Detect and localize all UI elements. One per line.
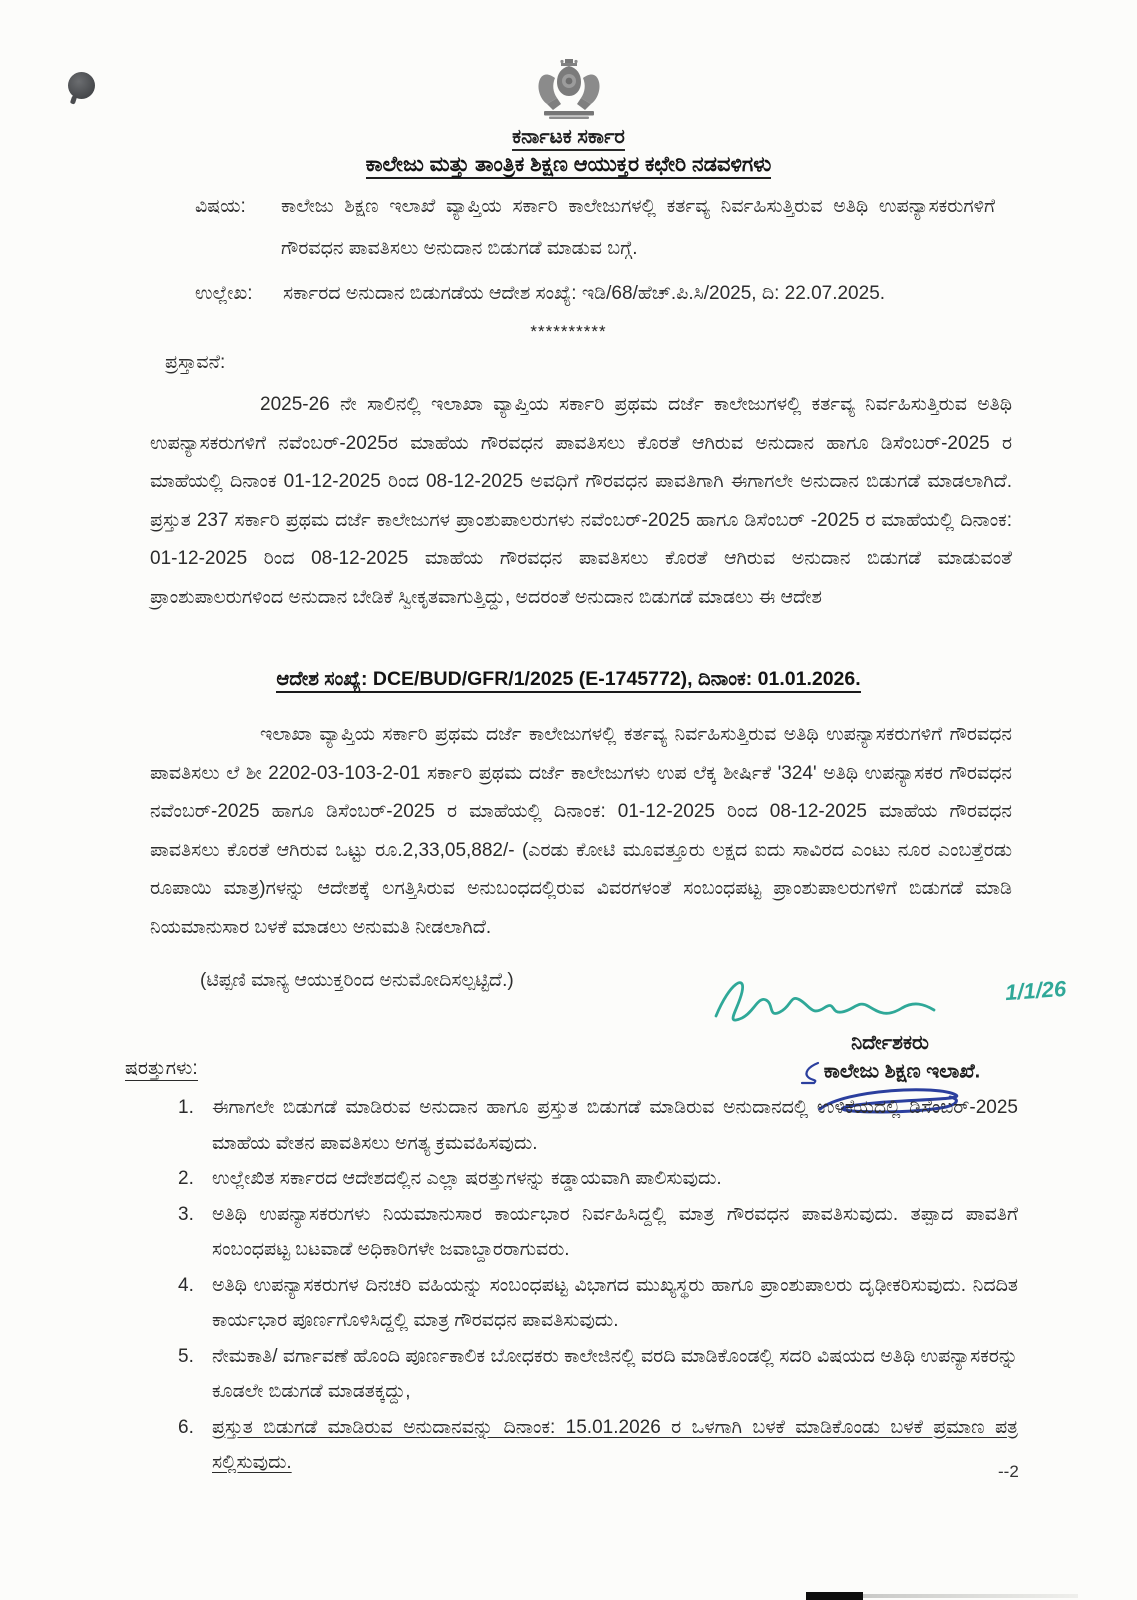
handwritten-signature (710, 972, 1070, 1030)
government-title: ಕರ್ನಾಟಕ ಸರ್ಕಾರ (0, 126, 1137, 149)
condition-item-1 (178, 1090, 1018, 1161)
subject-label: ವಿಷಯ: (195, 196, 246, 217)
condition-number: 3. (178, 1203, 194, 1225)
condition-number: 4. (178, 1274, 194, 1296)
state-emblem-icon (531, 58, 607, 122)
asterisk-separator: ********** (530, 322, 607, 341)
preamble-paragraph: 2025-26 ನೇ ಸಾಲಿನಲ್ಲಿ ಇಲಾಖಾ ವ್ಯಾಪ್ತಿಯ ಸರ್ಕಾರಿ ಪ್ರಥಮ ದರ್ಜೆ ಕಾಲೇಜುಗಳಲ್ಲಿ ಕರ್ತವ್ಯ ನಿರ್ವಹಿಸುತ್ತಿರುವ ಅತಿಥಿ ಉಪನ್ಯಾಸಕರುಗಳಿಗೆ ನವೆಂಬರ್-2025ರ ಮಾಹೆಯ ಗೌರವಧನ ಪಾವತಿಸಲು ಕೊರತೆ ಆಗಿರುವ ಅನುದಾನ ಹಾಗೂ ಡಿಸೆಂಬರ್-2025 ರ ಮಾಹೆಯಲ್ಲಿ ದಿನಾಂಕ 01-12-2025 ರಿಂದ 08-12-2025 ಅವಧಿಗೆ ಗೌರವಧನ ಪಾವತಿಗಾಗಿ ಈಗಾಗಲೇ ಅನುದಾನ ಬಿಡುಗಡೆ ಮಾಡಲಾಗಿದೆ. ಪ್ರಸ್ತುತ 237 ಸರ್ಕಾರಿ ಪ್ರಥಮ ದರ್ಜೆ ಕಾಲೇಜುಗಳ ಪ್ರಾಂಶುಪಾಲರುಗಳು ನವೆಂಬರ್-2025 ಹಾಗೂ ಡಿಸೆಂಬರ್ -2025 ರ ಮಾಹೆಯಲ್ಲಿ ದಿನಾಂಕ: 01-12-2025 ರಿಂದ 08-12-2025 ಮಾಹೆಯ ಗೌರವಧನ ಪಾವತಿಸಲು ಕೊರತೆ ಆಗಿರುವ ಅನುದಾನ ಬಿಡುಗಡೆ ಮಾಡುವಂತೆ ಪ್ರಾಂಶುಪಾಲರುಗಳಿಂದ ಅನುದಾನ ಬೇಡಿಕೆ ಸ್ವೀಕೃತವಾಗುತ್ತಿದ್ದು, ಅದರಂತೆ ಅನುದಾನ ಬಿಡುಗಡೆ ಮಾಡಲು ಈ ಆದೇಶ (150, 394, 1012, 608)
subject-row (195, 196, 995, 270)
condition-number: 2. (178, 1168, 194, 1189)
condition-item-6 (178, 1410, 1018, 1481)
conditions-heading: ಷರತ್ತುಗಳು: (125, 1058, 198, 1079)
order-paragraph: ಇಲಾಖಾ ವ್ಯಾಪ್ತಿಯ ಸರ್ಕಾರಿ ಪ್ರಥಮ ದರ್ಜೆ ಕಾಲೇಜುಗಳಲ್ಲಿ ಕರ್ತವ್ಯ ನಿರ್ವಹಿಸುತ್ತಿರುವ ಅತಿಥಿ ಉಪನ್ಯಾಸಕರುಗಳಿಗೆ ಗೌರವಧನ ಪಾವತಿಸಲು ಲೆ ಶೀ 2202-03-103-2-01 ಸರ್ಕಾರಿ ಪ್ರಥಮ ದರ್ಜೆ ಕಾಲೇಜುಗಳು ಉಪ ಲೆಕ್ಕ ಶೀರ್ಷಿಕೆ '324' ಅತಿಥಿ ಉಪನ್ಯಾಸಕರ ಗೌರವಧನ ನವೆಂಬರ್-2025 ಹಾಗೂ ಡಿಸೆಂಬರ್-2025 ರ ಮಾಹೆಯಲ್ಲಿ ದಿನಾಂಕ: 01-12-2025 ರಿಂದ 08-12-2025 ಮಾಹೆಯ ಗೌರವಧನ ಪಾವತಿಸಲು ಕೊರತೆ ಆಗಿರುವ ಒಟ್ಟು ರೂ.2,33,05,882/- (ಎರಡು ಕೋಟಿ ಮೂವತ್ತೂರು ಲಕ್ಷದ ಐದು ಸಾವಿರದ ಎಂಟು ನೂರ ಎಂಬತ್ತೆರಡು ರೂಪಾಯಿ ಮಾತ್ರ)ಗಳನ್ನು ಆದೇಶಕ್ಕೆ ಲಗತ್ತಿಸಿರುವ ಅನುಬಂಧದಲ್ಲಿರುವ ವಿವರಗಳಂತೆ ಸಂಬಂಧಪಟ್ಟ ಪ್ರಾಂಶುಪಾಲರುಗಳಿಗೆ ಬಿಡುಗಡೆ ಮಾಡಿ ನಿಯಮಾನುಸಾರ ಬಳಕೆ ಮಾಡಲು ಅನುಮತಿ ನೀಡಲಾಗಿದೆ. (150, 724, 1012, 938)
condition-text: ಅತಿಥಿ ಉಪನ್ಯಾಸಕರುಗಳ ದಿನಚರಿ ವಹಿಯನ್ನು ಸಂಬಂಧಪಟ್ಟ ವಿಭಾಗದ ಮುಖ್ಯಸ್ಥರು ಹಾಗೂ ಪ್ರಾಂಶುಪಾಲರು ದೃಢೀಕರಿಸುವುದು. ನಿದದಿತ ಕಾರ್ಯಭಾರ ಪೂರ್ಣಗೊಳಿಸಿದ್ದಲ್ಲಿ ಮಾತ್ರ ಗೌರವಧನ ಪಾವತಿಸುವುದು. (212, 1274, 1018, 1331)
condition-number: 5. (178, 1345, 194, 1367)
order-number-line: ಆದೇಶ ಸಂಖ್ಯೆ: DCE/BUD/GFR/1/2025 (E-1745772), ದಿನಾಂಕ: 01.01.2026. (0, 668, 1137, 691)
conditions-list (178, 1090, 1018, 1481)
condition-text: ಉಲ್ಲೇಖಿತ ಸರ್ಕಾರದ ಆದೇಶದಲ್ಲಿನ ಎಲ್ಲಾ ಷರತ್ತುಗಳನ್ನು ಕಡ್ಡಾಯವಾಗಿ ಪಾಲಿಸುವುದು. (212, 1168, 722, 1189)
signatory-department: ಕಾಲೇಜು ಶಿಕ್ಷಣ ಇಲಾಖೆ. (710, 1059, 1070, 1085)
reference-text: ಸರ್ಕಾರದ ಅನುದಾನ ಬಿಡುಗಡೆಯ ಆದೇಶ ಸಂಖ್ಯೆ: ಇಡಿ/68/ಹೆಚ್.ಪಿ.ಸಿ/2025, ದಿ: 22.07.2025. (283, 283, 886, 304)
signatory-designation: ನಿರ್ದೇಶಕರು (851, 1032, 929, 1054)
condition-item-2 (178, 1161, 1018, 1197)
scan-artifact-faint-bar (863, 1594, 1078, 1598)
pen-mark-icon (800, 1059, 822, 1085)
subject-text: ಕಾಲೇಜು ಶಿಕ್ಷಣ ಇಲಾಖೆ ವ್ಯಾಪ್ತಿಯ ಸರ್ಕಾರಿ ಕಾಲೇಜುಗಳಲ್ಲಿ ಕರ್ತವ್ಯ ನಿರ್ವಹಿಸುತ್ತಿರುವ ಅತಿಥಿ ಉಪನ್ಯಾಸಕರುಗಳಿಗೆ ಗೌರವಧನ ಪಾವತಿಸಲು ಅನುದಾನ ಬಿಡುಗಡೆ ಮಾಡುವ ಬಗ್ಗೆ. (281, 196, 995, 259)
condition-number: 1. (178, 1097, 194, 1118)
condition-text: ಅತಿಥಿ ಉಪನ್ಯಾಸಕರುಗಳು ನಿಯಮಾನುಸಾರ ಕಾರ್ಯಭಾರ ನಿರ್ವಹಿಸಿದ್ದಲ್ಲಿ ಮಾತ್ರ ಗೌರವಧನ ಪಾವತಿಸುವುದು. ತಪ್ಪಾದ ಪಾವತಿಗೆ ಸಂಬಂಧಪಟ್ಟ ಬಟವಾಡೆ ಅಧಿಕಾರಿಗಳೇ ಜವಾಬ್ದಾರರಾಗುವರು. (212, 1203, 1018, 1260)
signature-ink-icon (710, 972, 970, 1028)
condition-item-5 (178, 1339, 1018, 1410)
signature-date: 1/1/26 (1003, 975, 1067, 1006)
condition-number: 6. (178, 1416, 194, 1438)
preamble-heading: ಪ್ರಸ್ತಾವನೆ: (165, 352, 226, 373)
scan-artifact-black-bar (806, 1592, 863, 1600)
condition-text: ಈಗಾಗಲೇ ಬಿಡುಗಡೆ ಮಾಡಿರುವ ಅನುದಾನ ಹಾಗೂ ಪ್ರಸ್ತುತ ಬಿಡುಗಡೆ ಮಾಡಿರುವ ಅನುದಾನದಲ್ಲಿ ಉಳಿಕೆಯದಲ್ಲಿ ಡಿಸೆಂಬರ್-2025 ಮಾಹೆಯ ವೇತನ ಪಾವತಿಸಲು ಅಗತ್ಯ ಕ್ರಮವಹಿಸವುದು. (212, 1097, 1018, 1154)
condition-text: ನೇಮಕಾತಿ/ ವರ್ಗಾವಣೆ ಹೊಂದಿ ಪೂರ್ಣಕಾಲಿಕ ಬೋಧಕರು ಕಾಲೇಜಿನಲ್ಲಿ ವರದಿ ಮಾಡಿಕೊಂಡಲ್ಲಿ ಸದರಿ ವಿಷಯದ ಅತಿಥಿ ಉಪನ್ಯಾಸಕರನ್ನು ಕೂಡಲೇ ಬಿಡುಗಡೆ ಮಾಡತಕ್ಕದ್ದು, (212, 1345, 1018, 1402)
approval-note: (ಟಿಪ್ಪಣಿ ಮಾನ್ಯ ಆಯುಕ್ತರಿಂದ ಅನುಮೋದಿಸಲ್ಪಟ್ಟಿದೆ.) (200, 970, 514, 991)
karnataka-state-emblem (0, 58, 1137, 127)
condition-item-4 (178, 1268, 1018, 1339)
reference-row (195, 283, 1025, 305)
page-number: --2 (998, 1462, 1019, 1481)
office-title: ಕಾಲೇಜು ಮತ್ತು ತಾಂತ್ರಿಕ ಶಿಕ್ಷಣ ಆಯುಕ್ತರ ಕಛೇರಿ ನಡವಳಿಗಳು (0, 153, 1137, 177)
reference-label: ಉಲ್ಲೇಖ: (195, 283, 253, 304)
condition-text: ಪ್ರಸ್ತುತ ಬಿಡುಗಡೆ ಮಾಡಿರುವ ಅನುದಾನವನ್ನು ದಿನಾಂಕ: 15.01.2026 ರ ಒಳಗಾಗಿ ಬಳಕೆ ಮಾಡಿಕೊಂಡು ಬಳಕೆ ಪ್ರಮಾಣ ಪತ್ರ ಸಲ್ಲಿಸುವುದು. (212, 1416, 1018, 1473)
condition-item-3 (178, 1197, 1018, 1268)
